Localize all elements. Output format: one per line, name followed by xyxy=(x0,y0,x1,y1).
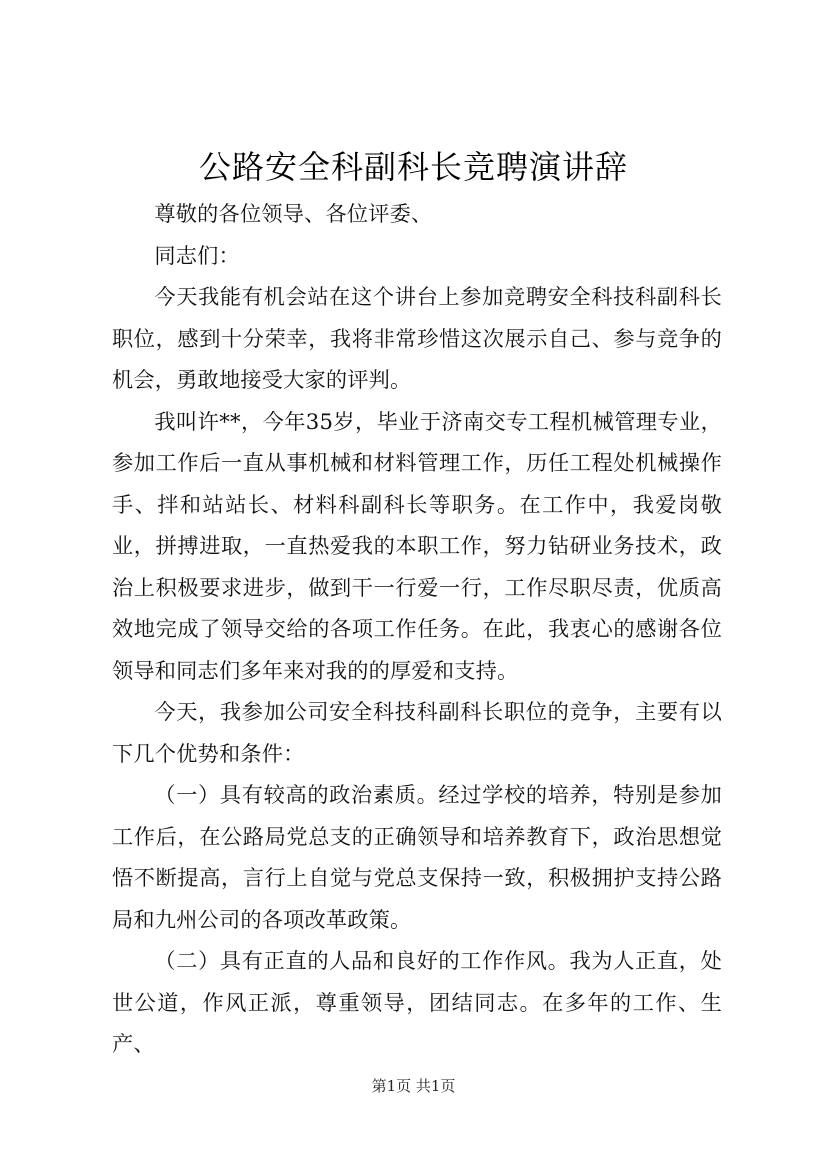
body-paragraph: （二）具有正直的人品和良好的工作作风。我为人正直，处世公道，作风正派，尊重领导，团结同志。在多年的工作、生产、 xyxy=(112,948,722,1056)
body-paragraph: 我叫许**，今年35岁，毕业于济南交专工程机械管理专业，参加工作后一直从事机械和材料管理工作，历任工程处机械操作手、拌和站站长、材料科副科长等职务。在工作中，我爱岗敬业，拼搏进取，一直热爱我的本职工作，努力钻研业务技术，政治上积极要求进步，做到干一行爱一行，工作尽职尽责，优质高效地完成了领导交给的各项工作任务。在此，我衷心的感谢各位领导和同志们多年来对我的的厚爱和支持。 xyxy=(112,408,722,683)
salutation-paragraph: 尊敬的各位领导、各位评委、 xyxy=(154,201,433,226)
document-title: 公路安全科副科长竞聘演讲辞 xyxy=(198,148,628,186)
document-body xyxy=(112,193,722,1065)
salutation-paragraph: 同志们： xyxy=(154,242,240,268)
body-paragraph: 今天，我参加公司安全科技科副科长职位的竞争，主要有以下几个优势和条件： xyxy=(112,699,722,766)
body-paragraph: （一）具有较高的政治素质。经过学校的培养，特别是参加工作后，在公路局党总支的正确领导和培养教育下，政治思想觉悟不断提高，言行上自觉与党总支保持一致，积极拥护支持公路局和九州公司的各项改革政策。 xyxy=(112,782,722,932)
body-paragraph: 今天我能有机会站在这个讲台上参加竞聘安全科技科副科长职位，感到十分荣幸，我将非常珍惜这次展示自己、参与竞争的机会，勇敢地接受大家的评判。 xyxy=(112,284,722,392)
page-footer: 第1页 共1页 xyxy=(371,1077,456,1095)
